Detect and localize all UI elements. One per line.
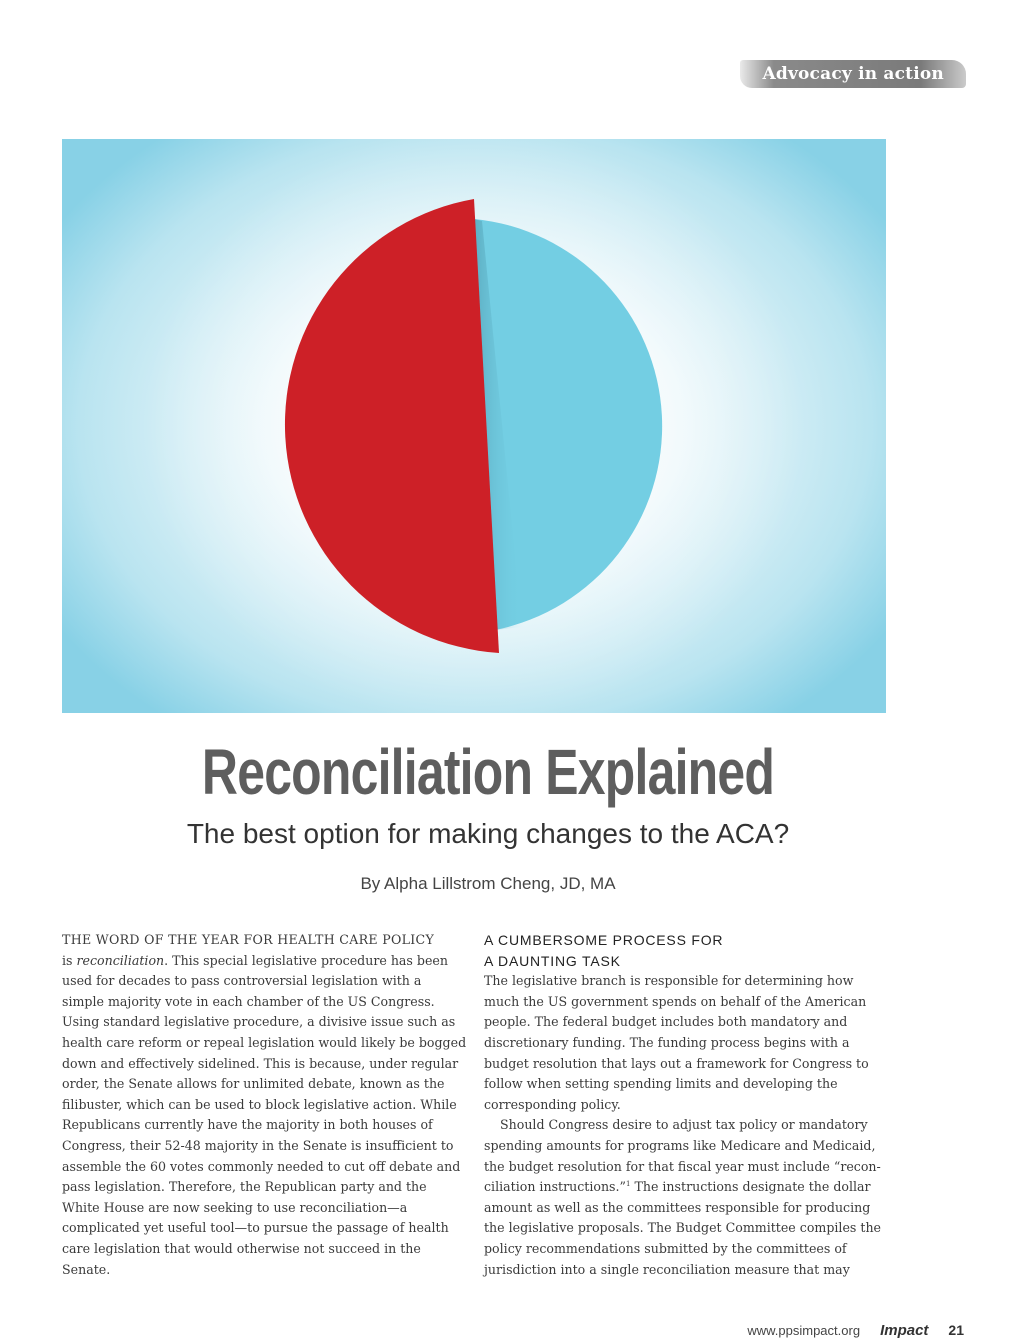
lead-body: . This special legislative procedure has been used for decades to pass controversial legislation with a simple majority vote in each chamber of the US Congress. Using standard legislative procedure, a divisive issue such as health care reform or repeal legislation would likely be bogged down and effectively sidelined. This is because, under regular order, the Senate allows for unlimited debate, known as the filibuster, which can be used to block legislative action. While Republicans currently have the majority in both houses of Congress, their 52-48 majority in the Senate is insufficient to assemble the 60 votes commonly needed to cut off debate and pass legislation. Therefore, the Republican party and the White House are now seeking to use reconciliation—a complicated yet useful tool—to pursue the passage of health care legislation that would otherwise not succeed in the Senate. <box>62 952 467 1277</box>
section-heading <box>484 930 884 971</box>
section-tag <box>740 60 966 88</box>
article-subtitle: The best option for making changes to the ACA? <box>186 818 790 849</box>
lead-emphasis: reconciliation <box>76 952 165 968</box>
section-tag-label: Advocacy in action <box>762 64 944 84</box>
left-column <box>62 930 467 1280</box>
page-number: 21 <box>948 1322 964 1338</box>
lead-caps: THE WORD OF THE YEAR FOR HEALTH CARE POLICY <box>62 932 435 947</box>
body-paragraph-2-start: Should Congress desire to adjust tax policy or mandatory spending amounts for programs like Medicare and Medicaid, the budget resolution for that fiscal year must include “recon-ciliation instructions.” <box>484 1117 881 1195</box>
article-title: Reconciliation Explained <box>201 736 775 808</box>
right-column <box>484 930 884 1280</box>
footnote-marker: 1 <box>625 1179 631 1188</box>
body-paragraph-2-end: The instructions designate the dollar amount as well as the committees responsible for producing the legislative proposals. The Budget Committee compiles the policy recommendations submitted by the committees of jurisdiction into a single reconciliation measure that may <box>484 1179 882 1277</box>
section-heading-line1: A CUMBERSOME PROCESS FOR <box>484 932 724 948</box>
body-paragraph-1: The legislative branch is responsible for determining how much the US government spends on behalf of the American people. The federal budget includes both mandatory and discretionary funding. The funding process begins with a budget resolution that lays out a framework for Congress to follow when setting spending limits and developing the corresponding policy. <box>484 973 869 1112</box>
footer-brand: Impact <box>880 1322 929 1339</box>
footer-url-link[interactable]: www.ppsimpact.org <box>747 1323 861 1338</box>
article-byline: By Alpha Lillstrom Cheng, JD, MA <box>360 874 616 893</box>
lead-pre: is <box>62 952 77 968</box>
section-heading-line2: A DAUNTING TASK <box>484 952 621 969</box>
hero-illustration <box>62 139 886 713</box>
page-footer <box>747 1322 964 1339</box>
lead-paragraph <box>62 930 467 1280</box>
pie-split-illustration-icon <box>62 139 886 713</box>
body-paragraph-2 <box>484 1115 884 1280</box>
